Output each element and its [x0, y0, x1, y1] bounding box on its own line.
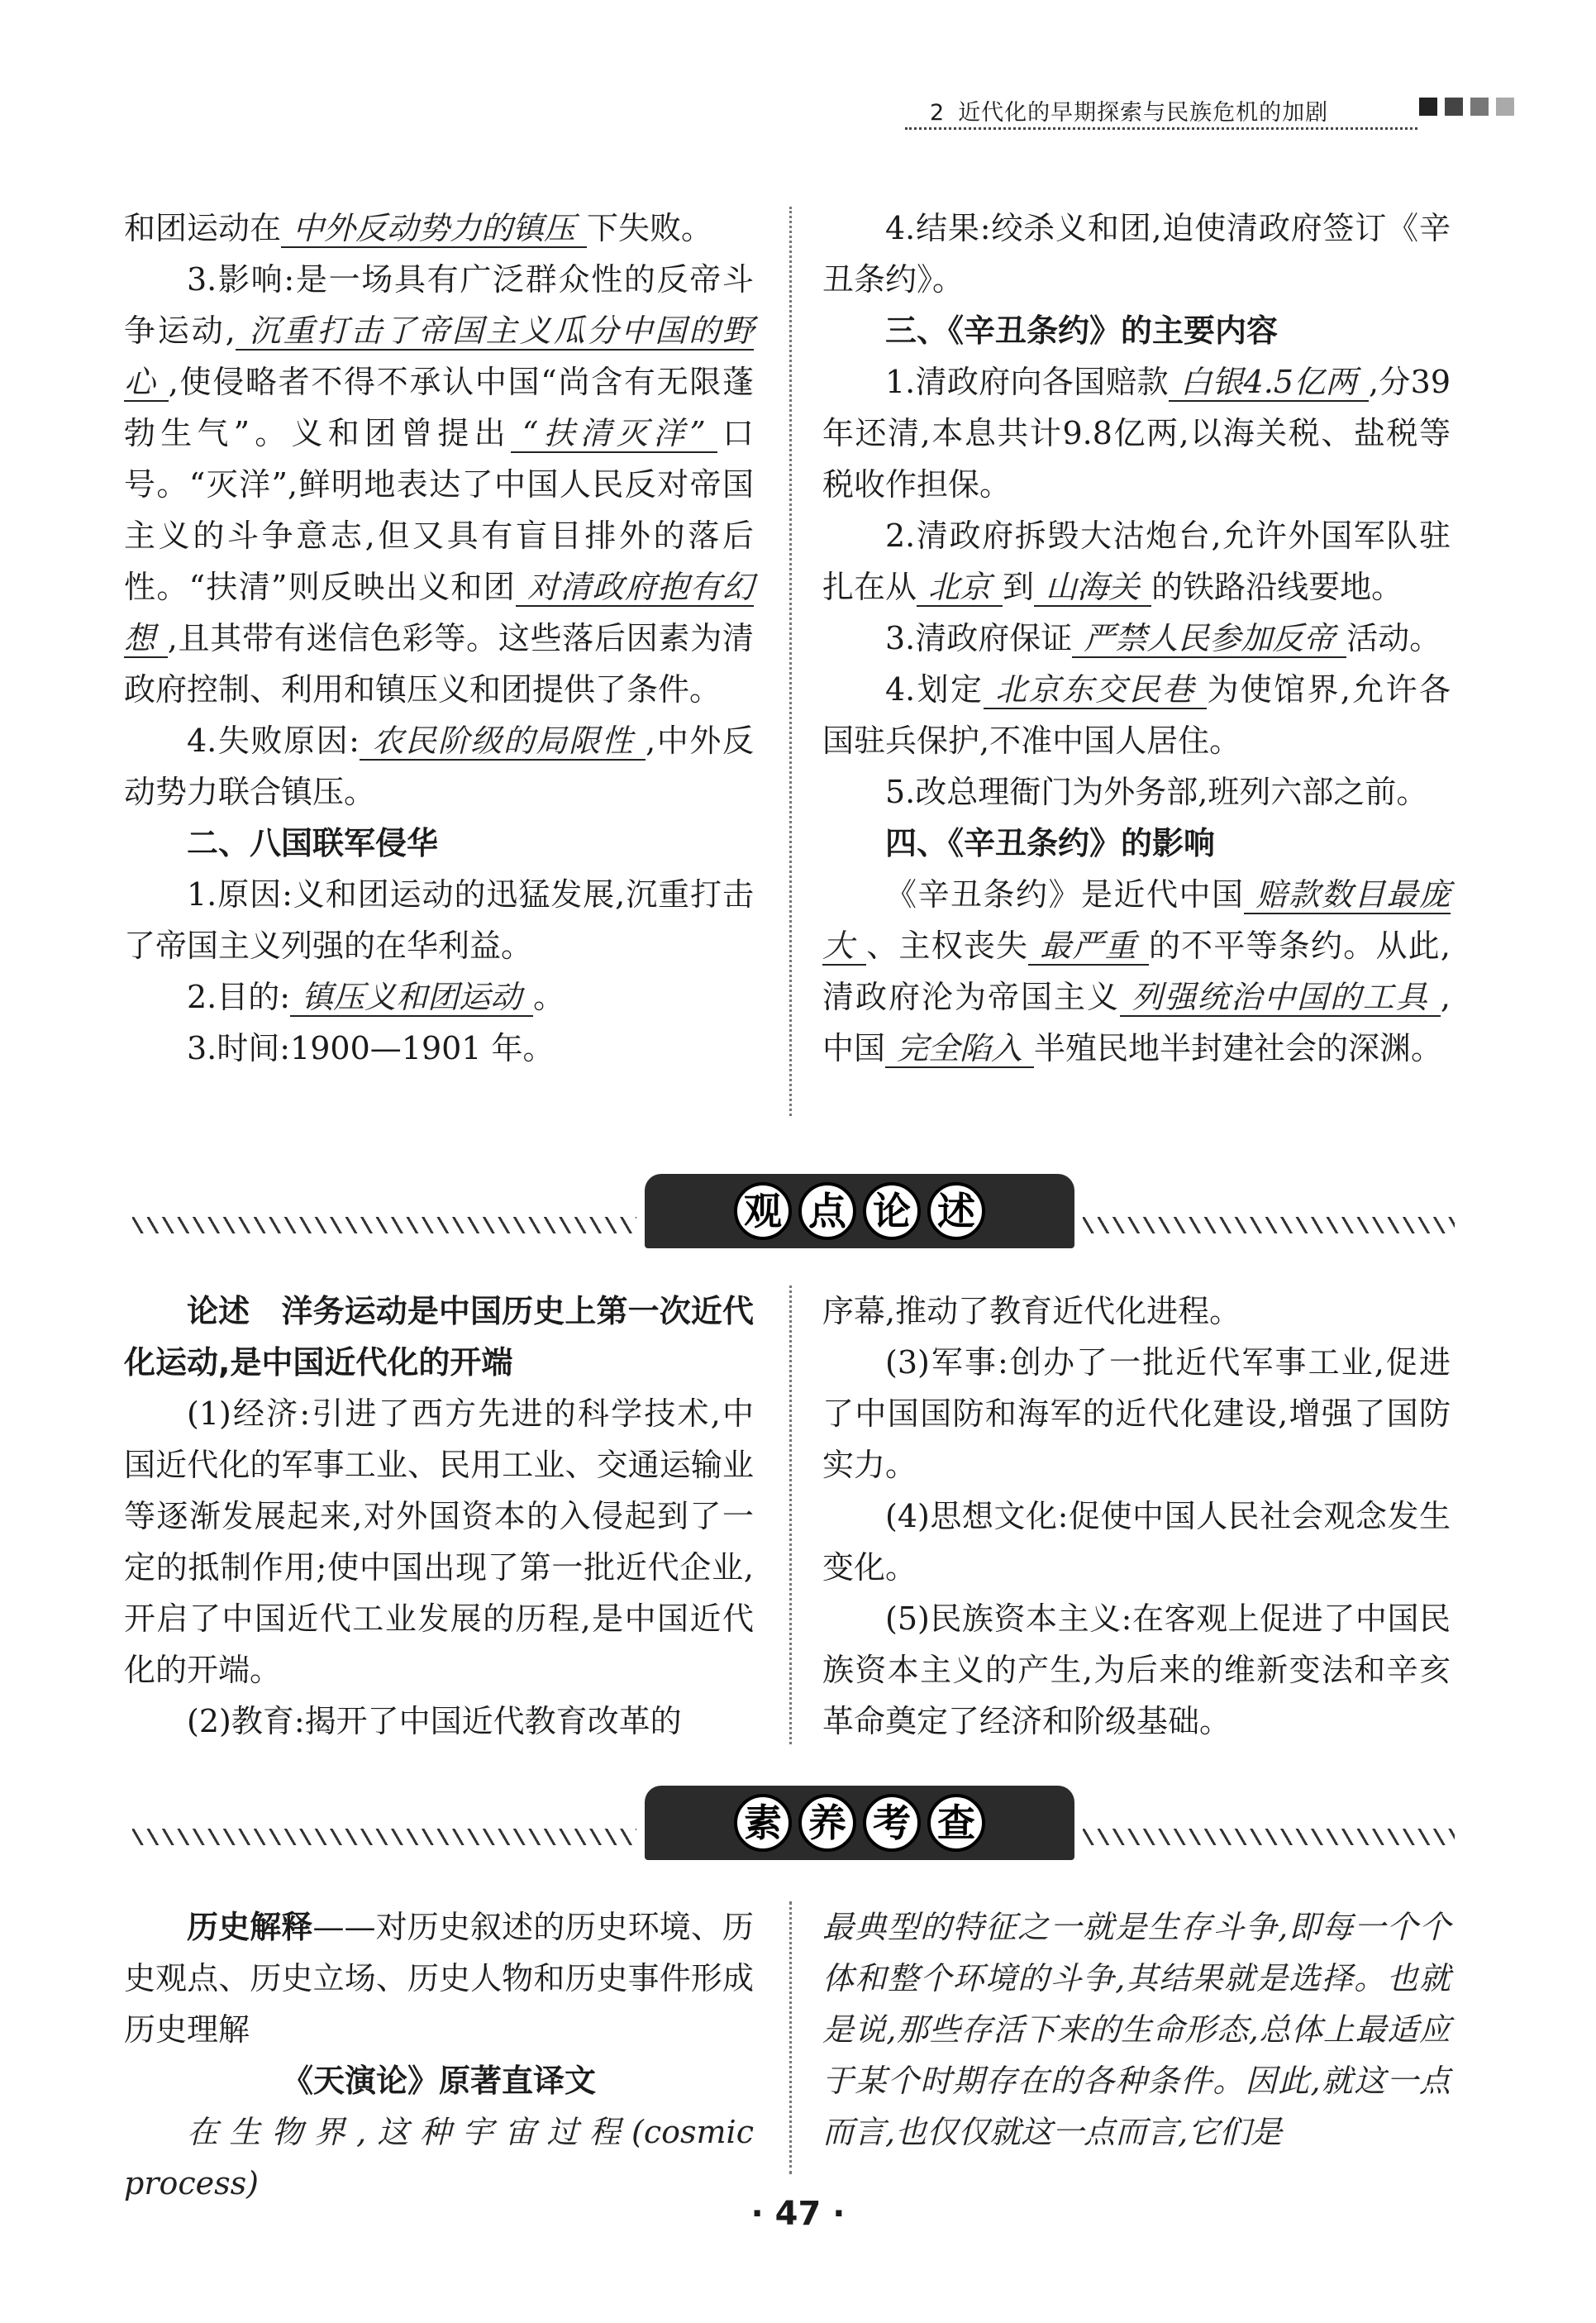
column-divider — [789, 207, 792, 1116]
paragraph: (4)思想文化:促使中国人民社会观念发生变化。 — [822, 1498, 1451, 1586]
fill-answer: 完全陷入 — [885, 1030, 1034, 1068]
paragraph: (1)经济:引进了西方先进的科学技术,中国近代化的军事工业、民用工业、交通运输业等逐渐发展起来,对外国资本的入侵起到了一定的抵制作用;使中国出现了第一批近代企业,开启了中国近代工业发展的历程,是中国近代化的开端。 — [124, 1395, 754, 1688]
banner-hatch-right — [1083, 1829, 1455, 1845]
banner-char: 述 — [927, 1182, 985, 1240]
paragraph: 序幕,推动了教育近代化进程。 — [822, 1293, 1241, 1329]
section-heading: 三、《辛丑条约》的主要内容 — [885, 312, 1279, 349]
fill-answer: 中外反动势力的镇压 — [281, 210, 587, 248]
header-square-icons — [1419, 98, 1522, 119]
fill-answer: 北京东交民巷 — [984, 671, 1207, 709]
paragraph: 3.影响:是一场具有广泛群众性的反帝斗争运动, 沉重打击了帝国主义瓜分中国的野心 ,使侵略者不得不承认中国“尚含有无限蓬勃生气”。义和团曾提出 “扶清灭洋” 口号。“灭洋”,鲜明地表达了中国人民反对帝国主义的斗争意志,但又具有盲目排外的落后性。“扶清”则反映出义和团 对清政府抱有幻想 ,且其带有迷信色彩等。这些落后因素为清政府控制、利用和镇压义和团提供了条件。 — [124, 261, 754, 708]
paragraph: 2.清政府拆毁大沽炮台,允许外国军队驻扎在从 北京 到 山海关 的铁路沿线要地。 — [822, 518, 1451, 605]
header-dotted-rule — [905, 127, 1417, 130]
section-banner-viewpoint — [132, 1174, 1455, 1248]
banner-char: 查 — [927, 1794, 985, 1852]
bottom-left-column — [124, 1901, 754, 2209]
paragraph: (3)军事:创办了一批近代军事工业,促进了中国国防和海军的近代化建设,增强了国防实力。 — [822, 1344, 1451, 1483]
paragraph: 3.时间:1900—1901 年。 — [187, 1030, 555, 1066]
banner-hatch-left — [132, 1829, 636, 1845]
paragraph: 《辛丑条约》是近代中国 赔款数目最庞大 、主权丧失 最严重 的不平等条约。从此,清政府沦为帝国主义 列强统治中国的工具 ,中国 完全陷入 半殖民地半封建社会的深渊。 — [822, 876, 1451, 1066]
paragraph: (2)教育:揭开了中国近代教育改革的 — [187, 1703, 682, 1739]
excerpt-title: 《天演论》原著直译文 — [281, 2063, 596, 2099]
banner-title — [645, 1174, 1074, 1248]
paragraph: 4.划定 北京东交民巷 为使馆界,允许各国驻兵保护,不准中国人居住。 — [822, 671, 1451, 759]
fill-answer: 赔款数目最庞大 — [822, 876, 1451, 964]
chapter-title: 近代化的早期探索与民族危机的加剧 — [958, 100, 1329, 126]
banner-char: 点 — [798, 1182, 856, 1240]
fill-answer: 沉重打击了帝国主义瓜分中国的野心 — [124, 312, 754, 400]
banner-char: 养 — [798, 1794, 856, 1852]
fill-answer: 镇压义和团运动 — [290, 979, 533, 1017]
section-heading: 四、《辛丑条约》的影响 — [885, 825, 1216, 861]
fill-answer: 列强统治中国的工具 — [1120, 979, 1441, 1017]
fill-answer: 白银4.5亿两 — [1169, 364, 1369, 402]
square-icon — [1470, 98, 1489, 116]
banner-char: 素 — [734, 1794, 792, 1852]
fill-answer: 北京 — [917, 569, 1003, 607]
running-header — [905, 91, 1517, 141]
paragraph: 2.目的: 镇压义和团运动 。 — [187, 979, 565, 1015]
paragraph: 1.清政府向各国赔款 白银4.5亿两 ,分39年还清,本息共计9.8亿两,以海关税、盐税等税收作担保。 — [822, 364, 1451, 503]
paragraph: 1.原因:义和团运动的迅猛发展,沉重打击了帝国主义列强的在华利益。 — [124, 876, 754, 964]
square-icon — [1419, 98, 1437, 116]
term-label: 历史解释 — [187, 1909, 313, 1945]
banner-hatch-right — [1083, 1217, 1455, 1233]
banner-char: 考 — [863, 1794, 921, 1852]
paragraph: 和团运动在 中外反动势力的镇压 下失败。 — [124, 210, 713, 246]
banner-hatch-left — [132, 1217, 636, 1233]
fill-answer: “扶清灭洋” — [511, 415, 717, 453]
top-left-column — [124, 203, 754, 1074]
excerpt-text: 在生物界,这种宇宙过程(cosmic process) — [124, 2114, 754, 2201]
paragraph: 历史解释——对历史叙述的历史环境、历史观点、历史立场、历史人物和历史事件形成历史理解 — [124, 1909, 754, 2048]
mid-left-column — [124, 1286, 754, 1747]
fill-answer: 山海关 — [1034, 569, 1151, 607]
excerpt-text: 最典型的特征之一就是生存斗争,即每一个个体和整个环境的斗争,其结果就是选择。也就是说,那些存活下来的生命形态,总体上最适应于某个时期存在的各种条件。因此,就这一点而言,也仅仅就这一点而言,它们是 — [822, 1909, 1451, 2150]
chapter-heading — [930, 94, 1328, 126]
column-divider — [789, 1286, 792, 1744]
section-banner-literacy — [132, 1786, 1455, 1860]
page-number: · 47 · — [750, 2195, 846, 2233]
fill-answer: 农民阶级的局限性 — [360, 723, 646, 761]
top-right-column — [822, 203, 1451, 1074]
fill-answer: 对清政府抱有幻想 — [124, 569, 754, 656]
paragraph: 4.失败原因: 农民阶级的局限性 ,中外反动势力联合镇压。 — [124, 723, 754, 810]
paragraph: (5)民族资本主义:在客观上促进了中国民族资本主义的产生,为后来的维新变法和辛亥革命奠定了经济和阶级基础。 — [822, 1600, 1451, 1739]
banner-char: 观 — [734, 1182, 792, 1240]
section-heading: 二、八国联军侵华 — [187, 825, 439, 861]
square-icon — [1496, 98, 1514, 116]
fill-answer: 最严重 — [1028, 928, 1149, 966]
column-divider — [789, 1901, 792, 2174]
fill-answer: 严禁人民参加反帝 — [1072, 620, 1346, 658]
banner-title — [645, 1786, 1074, 1860]
square-icon — [1445, 98, 1463, 116]
bottom-right-column — [822, 1901, 1451, 2158]
paragraph: 4.结果:绞杀义和团,迫使清政府签订《辛丑条约》。 — [822, 210, 1451, 298]
banner-char: 论 — [863, 1182, 921, 1240]
paragraph: 3.清政府保证 严禁人民参加反帝 活动。 — [885, 620, 1441, 656]
chapter-number: 2 — [930, 100, 946, 126]
paragraph: 5.改总理衙门为外务部,班列六部之前。 — [885, 774, 1428, 810]
essay-title: 论述 洋务运动是中国历史上第一次近代化运动,是中国近代化的开端 — [124, 1293, 754, 1381]
mid-right-column — [822, 1286, 1451, 1747]
